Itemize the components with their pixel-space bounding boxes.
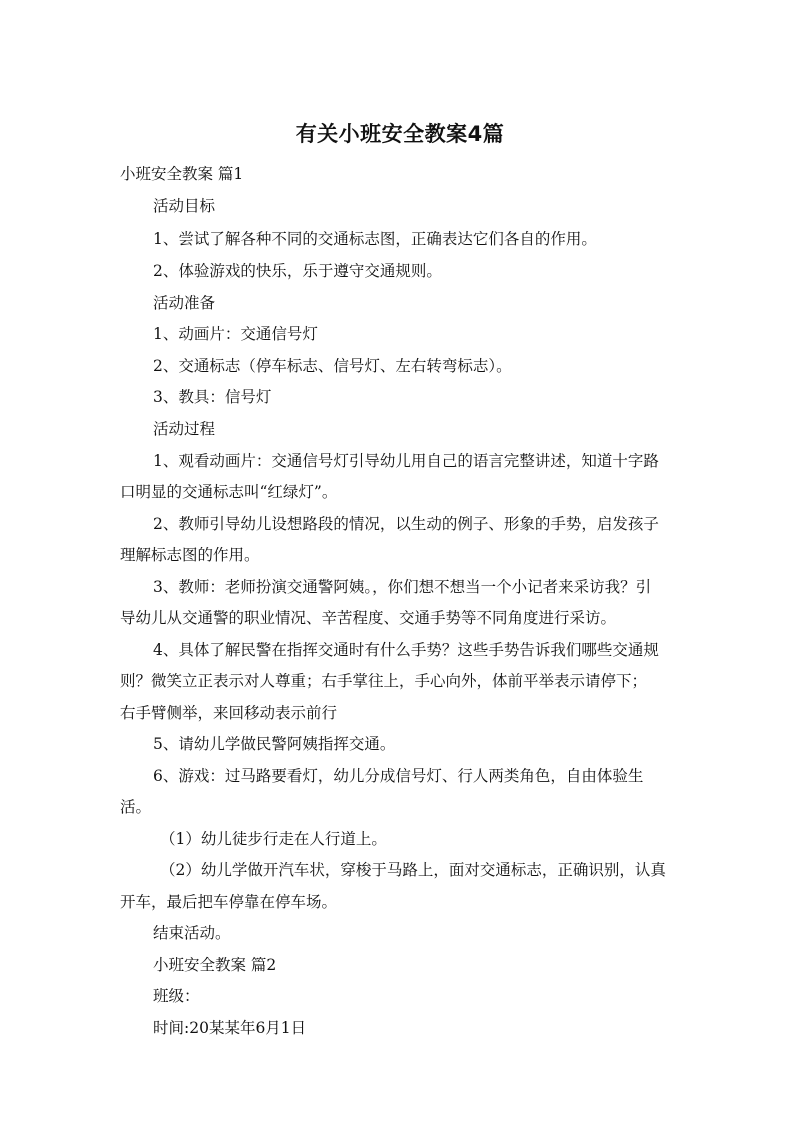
paragraph-line: 2、体验游戏的快乐，乐于遵守交通规则。 bbox=[153, 262, 442, 280]
section-heading-2: 小班安全教案 篇2 bbox=[153, 956, 277, 974]
paragraph-line: 结束活动。 bbox=[153, 924, 231, 942]
paragraph-line: 开车，最后把车停靠在停车场。 bbox=[120, 893, 338, 911]
paragraph-line: 1、尝试了解各种不同的交通标志图，正确表达它们各自的作用。 bbox=[153, 230, 597, 248]
paragraph-line: 4、具体了解民警在指挥交通时有什么手势？这些手势告诉我们哪些交通规 bbox=[153, 641, 659, 659]
paragraph-line: 口明显的交通标志叫“红绿灯”。 bbox=[120, 483, 338, 501]
paragraph-line: 3、教师：老师扮演交通警阿姨。，你们想不想当一个小记者来采访我？引 bbox=[153, 578, 652, 596]
paragraph-line: 5、请幼儿学做民警阿姨指挥交通。 bbox=[153, 735, 396, 753]
paragraph-line: 导幼儿从交通警的职业情况、辛苦程度、交通手势等不同角度进行采访。 bbox=[120, 609, 617, 627]
paragraph-line: 1、观看动画片：交通信号灯引导幼儿用自己的语言完整讲述，知道十字路 bbox=[153, 452, 659, 470]
paragraph-line: 1、动画片：交通信号灯 bbox=[153, 325, 318, 343]
paragraph-line: （2）幼儿学做开汽车状，穿梭于马路上，面对交通标志，正确识别，认真 bbox=[160, 861, 666, 879]
paragraph-line: 活。 bbox=[120, 798, 152, 816]
paragraph-line: 活动准备 bbox=[153, 294, 216, 312]
section-heading-1: 小班安全教案 篇1 bbox=[120, 165, 244, 183]
paragraph-line: 2、交通标志（停车标志、信号灯、左右转弯标志）。 bbox=[153, 357, 512, 375]
paragraph-line: 班级： bbox=[153, 987, 200, 1005]
document-title: 有关小班安全教案4篇 bbox=[295, 122, 505, 146]
paragraph-line: 右手臂侧举，来回移动表示前行 bbox=[120, 704, 338, 722]
paragraph-line: 3、教具：信号灯 bbox=[153, 388, 272, 406]
paragraph-line: 时间:20某某年6月1日 bbox=[153, 1019, 307, 1037]
paragraph-line: 理解标志图的作用。 bbox=[120, 546, 260, 564]
paragraph-line: 2、教师引导幼儿设想路段的情况，以生动的例子、形象的手势，启发孩子 bbox=[153, 515, 659, 533]
paragraph-line: （1）幼儿徒步行走在人行道上。 bbox=[160, 830, 387, 848]
paragraph-line: 则？微笑立正表示对人尊重；右手掌往上，手心向外，体前平举表示请停下； bbox=[120, 672, 648, 690]
paragraph-line: 活动目标 bbox=[153, 197, 216, 215]
paragraph-line: 6、游戏：过马路要看灯，幼儿分成信号灯、行人两类角色，自由体验生 bbox=[153, 767, 644, 785]
paragraph-line: 活动过程 bbox=[153, 420, 216, 438]
